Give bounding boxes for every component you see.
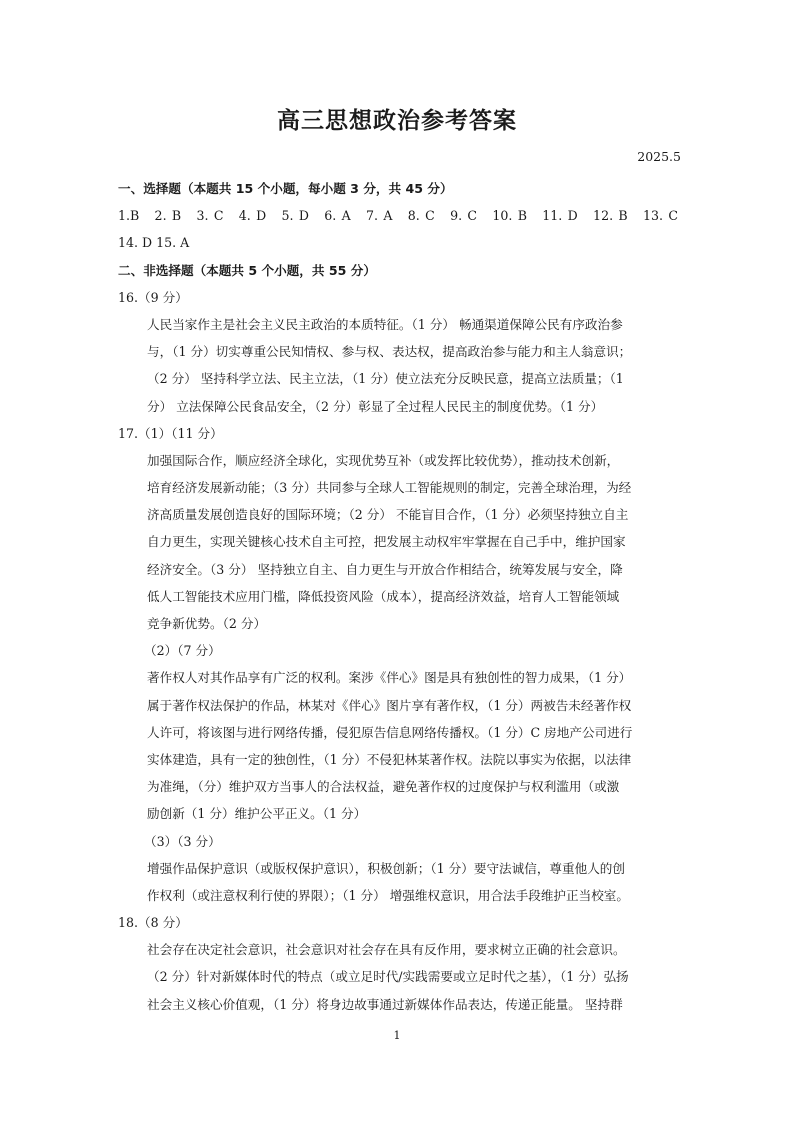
q17-part1-line: 培育经济发展新动能；（3 分）共同参与全球人工智能规则的制定，完善全球治理，为经 — [147, 480, 632, 496]
q16-label: 16.（9 分） — [118, 289, 188, 305]
choice-answers-line-2: 14. D 15. A — [118, 235, 190, 251]
q16-answer-line: 分） 立法保障公民食品安全，（2 分）彰显了全过程人民民主的制度优势。（1 分） — [147, 398, 604, 414]
q17-part1-line: 济高质量发展创造良好的国际环境；（2 分） 不能盲目合作，（1 分）必须坚持独立自主 — [147, 507, 629, 523]
q16-answer-line: （2 分） 坚持科学立法、民主立法，（1 分）使立法充分反映民意，提高立法质量；（1 — [147, 371, 624, 387]
q18-answer-line: 社会主义核心价值观，（1 分）将身边故事通过新媒体作品表达，传递正能量。 坚持群 — [147, 996, 623, 1012]
q17-part1-line: 经济安全。（3 分） 坚持独立自主、自力更生与开放合作相结合，统筹发展与安全，降 — [147, 561, 623, 577]
q17-part2-line: 属于著作权法保护的作品，林某对《伴心》图片享有著作权，（1 分）两被告未经著作权 — [147, 697, 632, 713]
section-1-heading: 一、选择题（本题共 15 个小题，每小题 3 分，共 45 分） — [118, 181, 453, 196]
q17-part2-line: 实体建造，具有一定的独创性，（1 分）不侵犯林某著作权。法院以事实为依据，以法律 — [147, 751, 632, 767]
q17-part1-line: 竞争新优势。（2 分） — [147, 616, 267, 631]
section-2-heading: 二、非选择题（本题共 5 个小题，共 55 分） — [118, 262, 376, 278]
q17-part2-line: 著作权人对其作品享有广泛的权利。案涉《伴心》图是具有独创性的智力成果，（1 分） — [147, 670, 632, 686]
q18-answer-line: （2 分）针对新媒体时代的特点（或立足时代/实践需要或立足时代之基），（1 分）弘扬 — [147, 969, 629, 985]
q17-part1-line: 自力更生，实现关键核心技术自主可控，把发展主动权牢牢掌握在自己手中，维护国家 — [147, 534, 626, 550]
q17-part2-line: 为准绳，（分）维护双方当事人的合法权益，避免著作权的过度保护与权利滥用（或激 — [147, 779, 620, 795]
q17-part3-line: 作权利（或注意权利行使的界限）；（1 分） 增强维权意识，用合法手段维护正当校室。 — [147, 887, 629, 903]
q18-label: 18.（8 分） — [118, 915, 188, 931]
q17-part2-line: 人许可，将该图与进行网络传播，侵犯原告信息网络传播权。（1 分）C 房地产公司进行 — [147, 724, 633, 740]
q17-part3-label: （3）（3 分） — [144, 833, 221, 849]
answer-content — [118, 175, 678, 1018]
q17-part2-line: 励创新（1 分）维护公平正义。（1 分） — [147, 806, 367, 822]
q17-part2-label: （2）（7 分） — [144, 643, 221, 659]
page-number: 1 — [393, 1029, 401, 1042]
choice-answers-line-1: 1.B 2. B 3. C 4. D 5. D 6. A 7. A 8. C 9. C 10. B 11. D 12. B 13. C — [118, 208, 678, 224]
q17-part1-line: 加强国际合作，顺应经济全球化，实现优势互补（或发挥比较优势），推动技术创新， — [147, 452, 620, 468]
q17-label: 17.（1）（11 分） — [118, 425, 223, 441]
exam-date: 2025.5 — [637, 149, 681, 164]
q17-part3-line: 增强作品保护意识（或版权保护意识），积极创新；（1 分）要守法诚信，尊重他人的创 — [147, 860, 625, 876]
q18-answer-line: 社会存在决定社会意识，社会意识对社会存在具有反作用，要求树立正确的社会意识。 — [147, 942, 626, 958]
q16-answer-line: 人民当家作主是社会主义民主政治的本质特征。（1 分） 畅通渠道保障公民有序政治参 — [147, 316, 623, 332]
page-title: 高三思想政治参考答案 — [277, 108, 517, 134]
q17-part1-line: 低人工智能技术应用门槛，降低投资风险（成本），提高经济效益，培育人工智能领域 — [147, 588, 620, 604]
q16-answer-line: 与，（1 分）切实尊重公民知情权、参与权、表达权，提高政治参与能力和主人翁意识； — [147, 344, 632, 360]
